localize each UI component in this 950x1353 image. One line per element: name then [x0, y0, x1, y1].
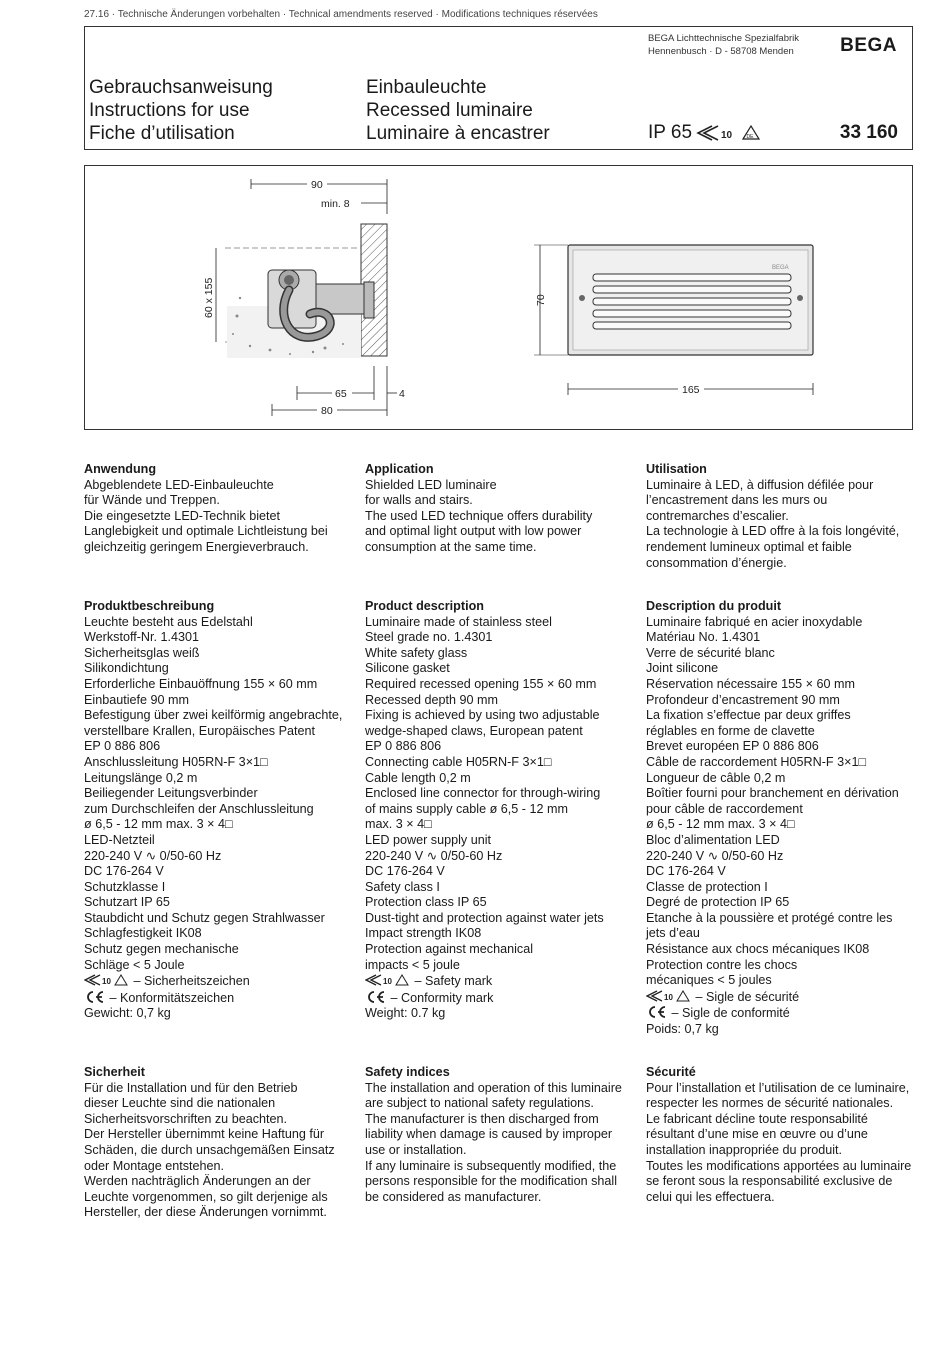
- dim-opening: 60 x 155: [203, 277, 215, 318]
- product-line: Protection contre les chocs: [646, 957, 798, 972]
- safety-line: liability when damage is caused by improper: [365, 1127, 613, 1142]
- title-de: Gebrauchsanweisung: [89, 77, 273, 98]
- safety-line: Leuchte vorgenommen, so gilt derjenige als: [84, 1189, 328, 1204]
- safety-line: Der Hersteller übernimmt keine Haftung für: [84, 1127, 325, 1142]
- product-line: réglables en forme de clavette: [646, 723, 815, 738]
- product-line: Longueur de câble 0,2 m: [646, 770, 786, 785]
- title-en: Instructions for use: [89, 100, 250, 121]
- product-line: Réservation nécessaire 155 × 60 mm: [646, 676, 855, 691]
- safety-heading-fr: Sécurité: [646, 1065, 696, 1079]
- safety-line: The manufacturer is then discharged from: [365, 1111, 599, 1126]
- weight-line: Poids: 0,7 kg: [646, 1022, 719, 1037]
- weight-line: Weight: 0.7 kg: [365, 1006, 446, 1021]
- safety-line: are subject to national safety regulations.: [365, 1096, 594, 1111]
- product-line: Schutzart IP 65: [84, 895, 170, 910]
- article-number: 33 160: [839, 122, 898, 143]
- safety-mark-label: – Sigle de sécurité: [692, 989, 800, 1004]
- product-line: Erforderliche Einbauöffnung 155 × 60 mm: [84, 676, 318, 691]
- document-header: [84, 26, 913, 150]
- application-line: l’encastrement dans les murs ou: [646, 493, 828, 508]
- application-line: gleichzeitig geringem Energieverbrauch.: [84, 539, 309, 554]
- product-line: Joint silicone: [646, 661, 719, 676]
- product-line: EP 0 886 806: [365, 739, 442, 754]
- product-line: DC 176-264 V: [365, 864, 445, 879]
- product-line: jets d’eau: [646, 926, 700, 941]
- application-heading-fr: Utilisation: [646, 462, 707, 476]
- safety-line: Sicherheitsvorschriften zu beachten.: [84, 1111, 288, 1126]
- company-name: BEGA Lichttechnische Spezialfabrik: [648, 33, 800, 44]
- product-line: Safety class I: [365, 879, 440, 894]
- product-line: Fixing is achieved by using two adjustable: [365, 708, 600, 723]
- safety-marks-icon: [696, 123, 764, 143]
- dim-165: 165: [682, 384, 700, 396]
- document-title: [89, 76, 273, 145]
- dim-4: 4: [399, 388, 405, 400]
- application-line: Langlebigkeit und optimale Lichtleistung bei: [84, 524, 328, 539]
- product-line: Cable length 0,2 m: [365, 770, 471, 785]
- safety-line: The installation and operation of this luminaire: [365, 1080, 622, 1095]
- safety-line: Toutes les modifications apportées au luminaire: [646, 1158, 912, 1173]
- product-line: Bloc d’alimentation LED: [646, 832, 780, 847]
- product-de: Einbauleuchte: [366, 77, 487, 98]
- safety-mark-icon: [646, 989, 692, 1003]
- product-line: Dust-tight and protection against water jets: [365, 910, 604, 925]
- svg-text:10: 10: [664, 992, 673, 1002]
- product-line: max. 3 × 4□: [365, 817, 432, 832]
- product-line: Protection against mechanical: [365, 942, 534, 957]
- product-line: Etanche à la poussière et protégé contre les: [646, 910, 893, 925]
- product-line: Matériau No. 1.4301: [646, 630, 761, 645]
- svg-text:10: 10: [102, 977, 111, 987]
- product-line: Brevet européen EP 0 886 806: [646, 739, 819, 754]
- screw-right: [797, 295, 803, 301]
- product-line: verstellbare Krallen, Europäisches Patent: [84, 723, 316, 738]
- application-line: consommation d’énergie.: [646, 555, 787, 570]
- conformity-mark-line: [365, 990, 604, 1007]
- product-line: Protection class IP 65: [365, 895, 487, 910]
- ce-mark-icon: [646, 1005, 668, 1019]
- product-line: Recessed depth 90 mm: [365, 692, 499, 707]
- product-line: Anschlussleitung H05RN-F 3×1□: [84, 754, 268, 769]
- product-line: Connecting cable H05RN-F 3×1□: [365, 754, 552, 769]
- product-line: zum Durchschleifen der Anschlussleitung: [84, 801, 314, 816]
- safety-section-en: [365, 1065, 622, 1205]
- dim-90: 90: [311, 179, 323, 191]
- product-heading-fr: Description du produit: [646, 599, 782, 613]
- product-line: Einbautiefe 90 mm: [84, 692, 190, 707]
- front-plate: [364, 282, 374, 318]
- bega-logo: BEGA: [840, 35, 897, 56]
- product-fr: Luminaire à encastrer: [366, 123, 550, 144]
- product-line: Verre de sécurité blanc: [646, 645, 775, 660]
- product-line: 220-240 V ∿ 0/50-60 Hz: [365, 848, 503, 863]
- product-line: DC 176-264 V: [84, 864, 164, 879]
- weight-line: Gewicht: 0,7 kg: [84, 1006, 171, 1021]
- safety-heading-de: Sicherheit: [84, 1065, 145, 1079]
- safety-line: be considered as manufacturer.: [365, 1189, 542, 1204]
- application-line: consumption at the same time.: [365, 539, 537, 554]
- product-line: White safety glass: [365, 645, 468, 660]
- application-heading-en: Application: [365, 462, 434, 476]
- product-heading-de: Produktbeschreibung: [84, 599, 215, 613]
- product-line: impacts < 5 joule: [365, 957, 460, 972]
- product-description-fr: [646, 599, 899, 1038]
- safety-mark-icon: [365, 973, 411, 987]
- application-line: and optimal light output with low power: [365, 524, 582, 539]
- application-section-fr: [646, 462, 899, 571]
- application-section-en: [365, 462, 592, 556]
- product-line: pour câble de raccordement: [646, 801, 803, 816]
- conformity-mark-label: – Conformity mark: [387, 990, 494, 1005]
- product-line: Beiliegender Leitungsverbinder: [84, 786, 258, 801]
- svg-text:DE: DE: [746, 134, 754, 140]
- application-line: for walls and stairs.: [365, 493, 473, 508]
- product-line: DC 176-264 V: [646, 864, 726, 879]
- safety-mark-label: – Sicherheitszeichen: [130, 974, 250, 989]
- safety-line: Werden nachträglich Änderungen an der: [84, 1174, 311, 1189]
- product-line: Sicherheitsglas weiß: [84, 645, 200, 660]
- product-description-de: [84, 599, 342, 1022]
- product-line: LED-Netzteil: [84, 832, 155, 847]
- application-line: rendement lumineux optimal et faible: [646, 539, 852, 554]
- product-line: Silicone gasket: [365, 661, 450, 676]
- safety-line: Hersteller, der diese Änderungen vornimmt.: [84, 1205, 327, 1220]
- product-line: La fixation s’effectue par deux griffes: [646, 708, 851, 723]
- product-line: Schlagfestigkeit IK08: [84, 926, 202, 941]
- conformity-mark-label: – Sigle de conformité: [668, 1006, 790, 1021]
- product-line: Required recessed opening 155 × 60 mm: [365, 676, 597, 691]
- svg-text:10: 10: [721, 130, 733, 141]
- application-line: La technologie à LED offre à la fois longévité,: [646, 524, 900, 539]
- ce-mark-icon: [365, 990, 387, 1004]
- product-line: Enclosed line connector for through-wiring: [365, 786, 601, 801]
- dim-80: 80: [321, 405, 333, 417]
- safety-heading-en: Safety indices: [365, 1065, 450, 1079]
- product-line: Boîtier fourni pour branchement en dérivation: [646, 786, 899, 801]
- safety-line: Für die Installation und für den Betrieb: [84, 1080, 298, 1095]
- product-line: Werkstoff-Nr. 1.4301: [84, 630, 200, 645]
- safety-mark-line: [365, 973, 604, 990]
- product-line: Schutzklasse I: [84, 879, 166, 894]
- application-line: Shielded LED luminaire: [365, 477, 497, 492]
- product-line: Résistance aux chocs mécaniques IK08: [646, 942, 870, 957]
- product-line: Luminaire fabriqué en acier inoxydable: [646, 614, 863, 629]
- safety-line: Pour l’installation et l’utilisation de ce luminaire,: [646, 1080, 910, 1095]
- safety-line: If any luminaire is subsequently modified, the: [365, 1158, 617, 1173]
- safety-mark-icon: [84, 973, 130, 987]
- application-line: Abgeblendete LED-Einbauleuchte: [84, 477, 274, 492]
- svg-text:10: 10: [383, 977, 392, 987]
- product-line: Leitungslänge 0,2 m: [84, 770, 198, 785]
- technical-drawing: [84, 165, 913, 430]
- dim-70: 70: [535, 294, 547, 306]
- product-description-en: [365, 599, 604, 1022]
- safety-line: oder Montage entstehen.: [84, 1158, 225, 1173]
- product-line: Schutz gegen mechanische: [84, 942, 239, 957]
- safety-line: résultant d’une mise en œuvre ou d’une: [646, 1127, 868, 1142]
- product-type: [366, 76, 550, 145]
- application-line: Luminaire à LED, à diffusion défilée pour: [646, 477, 874, 492]
- dim-min8: min. 8: [321, 198, 350, 210]
- safety-line: installation inappropriée du produit.: [646, 1142, 843, 1157]
- safety-line: dieser Leuchte sind die nationalen: [84, 1096, 276, 1111]
- product-line: Steel grade no. 1.4301: [365, 630, 493, 645]
- title-fr: Fiche d’utilisation: [89, 123, 235, 144]
- conformity-mark-line: [84, 990, 342, 1007]
- application-line: contremarches d’escalier.: [646, 508, 789, 523]
- safety-line: persons responsible for the modification shall: [365, 1174, 618, 1189]
- front-logo: BEGA: [772, 265, 789, 271]
- product-line: mécaniques < 5 joules: [646, 973, 772, 988]
- product-line: Befestigung über zwei keilförmig angebrachte,: [84, 708, 343, 723]
- safety-mark-line: [84, 973, 342, 990]
- ip-rating: [648, 122, 764, 144]
- product-line: Degré de protection IP 65: [646, 895, 790, 910]
- product-line: LED power supply unit: [365, 832, 492, 847]
- safety-line: Le fabricant décline toute responsabilité: [646, 1111, 868, 1126]
- safety-line: celui qui les effectuera.: [646, 1189, 775, 1204]
- safety-line: Schäden, die durch unsachgemäßen Einsatz: [84, 1142, 335, 1157]
- product-line: wedge-shaped claws, European patent: [365, 723, 583, 738]
- safety-line: use or installation.: [365, 1142, 467, 1157]
- product-line: 220-240 V ∿ 0/50-60 Hz: [84, 848, 222, 863]
- product-line: of mains supply cable ø 6,5 - 12 mm: [365, 801, 568, 816]
- dim-65: 65: [335, 388, 347, 400]
- product-line: Schläge < 5 Joule: [84, 957, 185, 972]
- company-address: [648, 32, 799, 58]
- product-line: Classe de protection I: [646, 879, 768, 894]
- product-line: Impact strength IK08: [365, 926, 482, 941]
- product-line: Silikondichtung: [84, 661, 169, 676]
- drawing-canvas: [85, 166, 914, 431]
- safety-line: se feront sous la responsabilité exclusive de: [646, 1174, 893, 1189]
- application-heading-de: Anwendung: [84, 462, 157, 476]
- product-line: 220-240 V ∿ 0/50-60 Hz: [646, 848, 784, 863]
- application-line: Die eingesetzte LED-Technik bietet: [84, 508, 281, 523]
- product-line: ø 6,5 - 12 mm max. 3 × 4□: [84, 817, 233, 832]
- product-line: EP 0 886 806: [84, 739, 161, 754]
- application-line: für Wände und Treppen.: [84, 493, 220, 508]
- safety-mark-label: – Safety mark: [411, 974, 493, 989]
- product-line: Staubdicht und Schutz gegen Strahlwasser: [84, 910, 325, 925]
- amendments-notice: 27.16 · Technische Änderungen vorbehalten · Technical amendments reserved · Modifications techniques réservées: [84, 9, 598, 20]
- product-line: Profondeur d’encastrement 90 mm: [646, 692, 840, 707]
- conformity-mark-label: – Konformitätszeichen: [106, 990, 235, 1005]
- conformity-mark-line: [646, 1005, 899, 1022]
- application-section-de: [84, 462, 328, 556]
- safety-section-de: [84, 1065, 335, 1221]
- screw-left: [579, 295, 585, 301]
- product-line: Câble de raccordement H05RN-F 3×1□: [646, 754, 867, 769]
- product-line: Luminaire made of stainless steel: [365, 614, 552, 629]
- product-line: ø 6,5 - 12 mm max. 3 × 4□: [646, 817, 795, 832]
- safety-line: respecter les normes de sécurité nationales.: [646, 1096, 894, 1111]
- product-en: Recessed luminaire: [366, 100, 533, 121]
- company-location: Hennenbusch · D - 58708 Menden: [648, 46, 794, 57]
- product-heading-en: Product description: [365, 599, 484, 613]
- safety-section-fr: [646, 1065, 911, 1205]
- application-line: The used LED technique offers durability: [365, 508, 593, 523]
- product-line: Leuchte besteht aus Edelstahl: [84, 614, 253, 629]
- ip-rating-label: IP 65: [648, 122, 693, 143]
- ce-mark-icon: [84, 990, 106, 1004]
- safety-mark-line: [646, 989, 899, 1006]
